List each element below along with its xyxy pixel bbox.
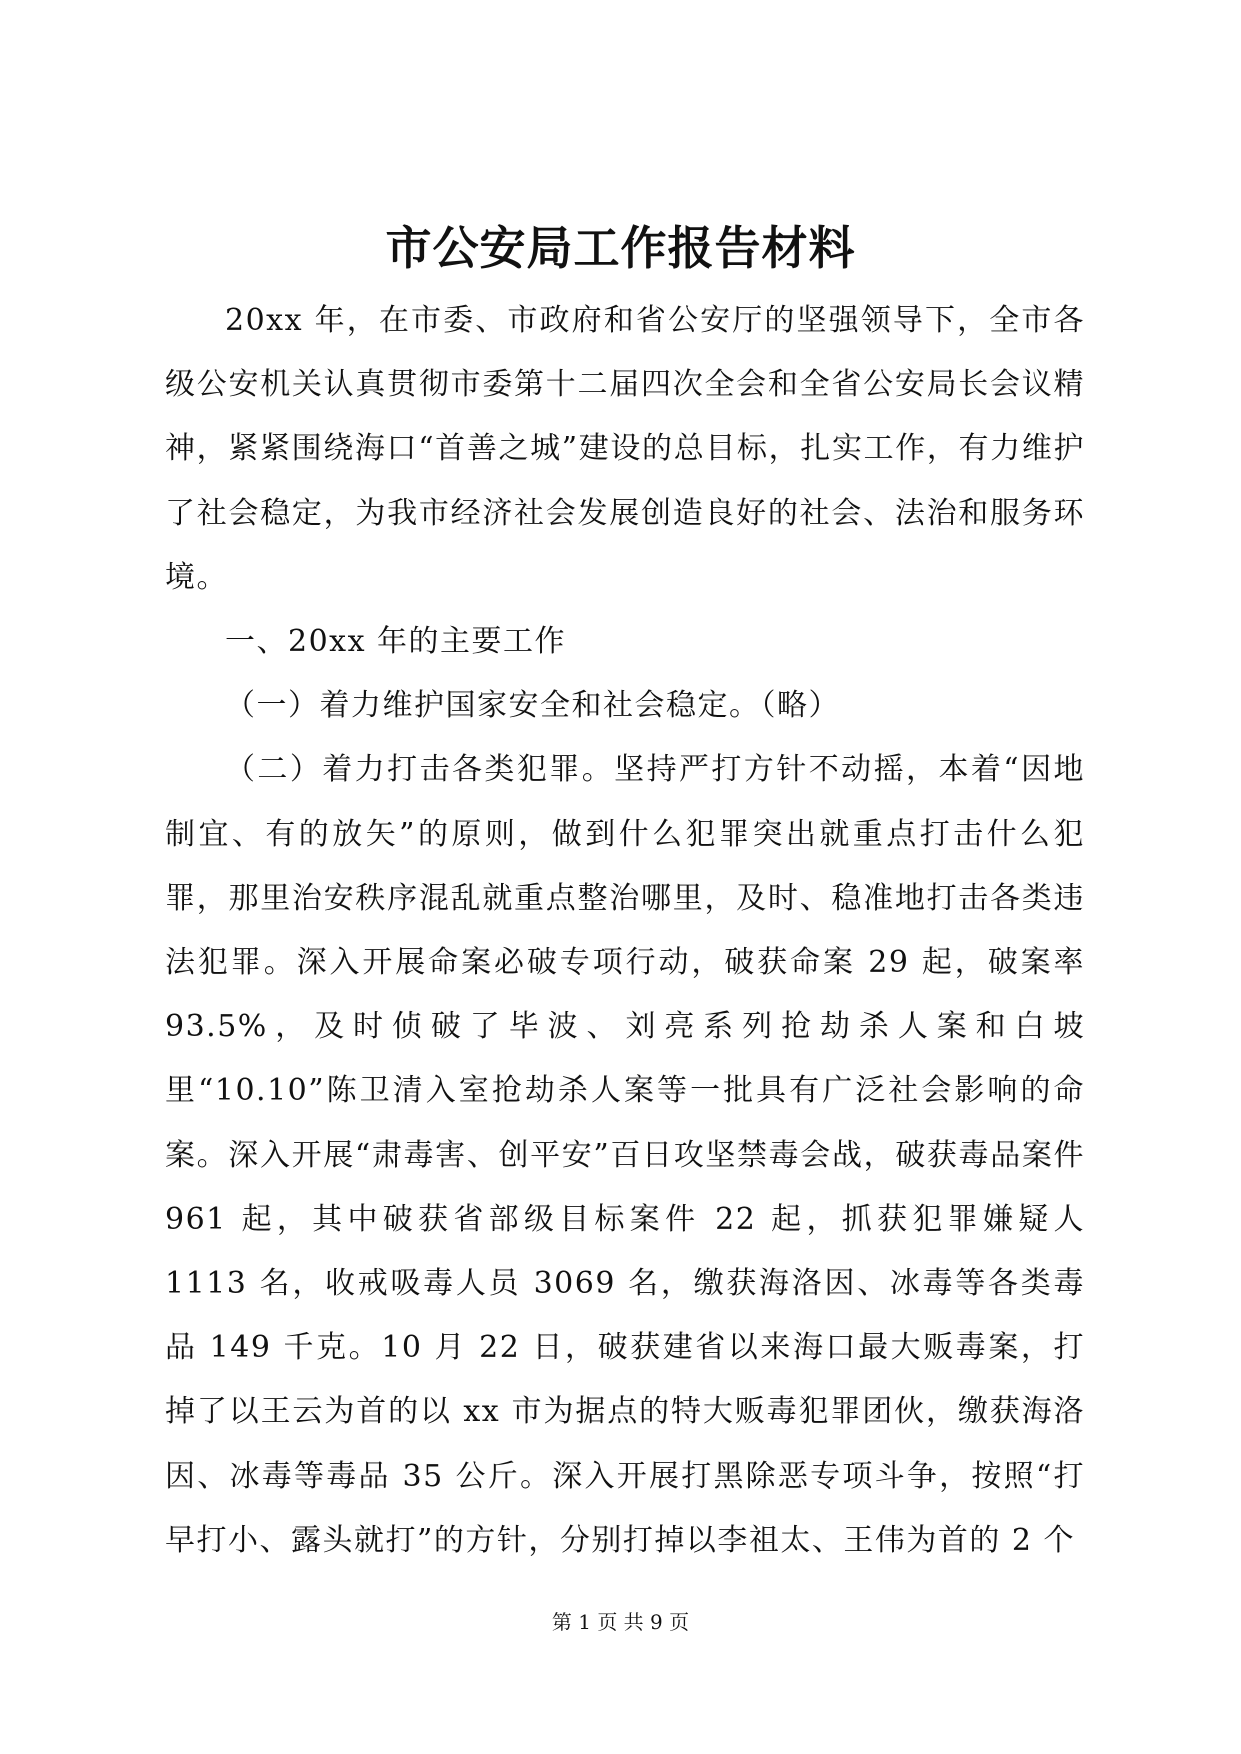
page-number-footer: 第 1 页 共 9 页 [551, 1610, 690, 1634]
intro-paragraph: 20xx 年，在市委、市政府和省公安厅的坚强领导下，全市各级公安机关认真贯彻市委第十二届四次全会和全省公安局长会议精神，紧紧围绕海口“首善之城”建设的总目标，扎实工作，有力维护了社会稳定，为我市经济社会发展创造良好的社会、法治和服务环境。 [165, 303, 1085, 595]
document-body [165, 289, 1085, 1573]
document-title: 市公安局工作报告材料 [385, 221, 856, 275]
subsection-crime-crackdown: （二）着力打击各类犯罪。坚持严打方针不动摇，本着“因地制宜、有的放矢”的原则，做到什么犯罪突出就重点打击什么犯罪，那里治安秩序混乱就重点整治哪里，及时、稳准地打击各类违法犯罪。深入开展命案必破专项行动，破获命案 29 起，破案率 93.5%，及时侦破了毕波、刘亮系列抢劫杀人案和白坡里“10.10”陈卫清入室抢劫杀人案等一批具有广泛社会影响的命案。深入开展“肃毒害、创平安”百日攻坚禁毒会战，破获毒品案件 961 起，其中破获省部级目标案件 22 起，抓获犯罪嫌疑人 1113 名，收戒吸毒人员 3069 名，缴获海洛因、冰毒等各类毒品 149 千克。10 月 22 日，破获建省以来海口最大贩毒案，打掉了以王云为首的以 xx 市为据点的特大贩毒犯罪团伙，缴获海洛因、冰毒等毒品 35 公斤。深入开展打黑除恶专项斗争，按照“打早打小、露头就打”的方针，分别打掉以李祖太、王伟为首的 2 个 [165, 752, 1085, 1558]
subsection-national-security: （一）着力维护国家安全和社会稳定。（略） [225, 688, 840, 724]
section-heading-main-work: 一、20xx 年的主要工作 [225, 624, 567, 660]
